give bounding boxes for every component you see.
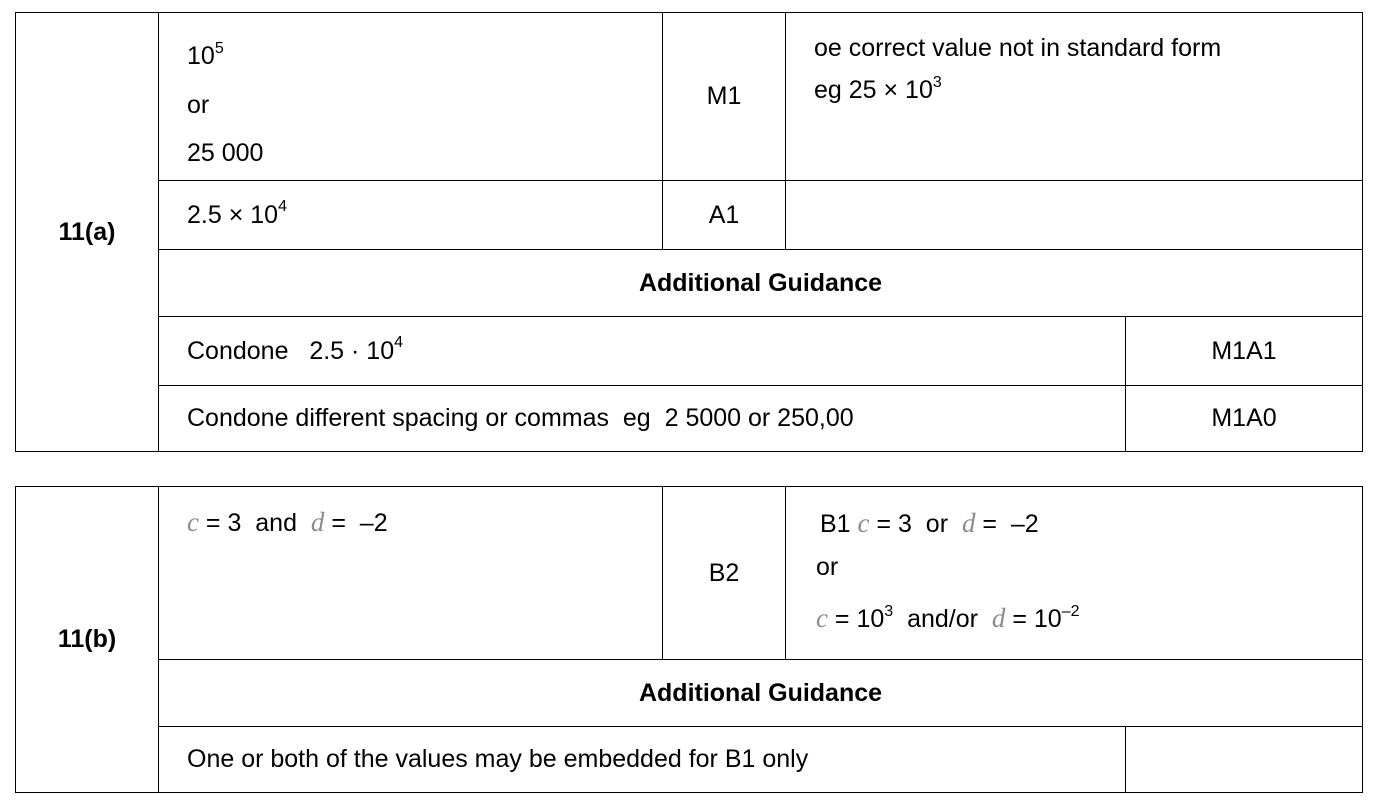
comment-line: $c = 10^3$ and/or $d = 10^{-2}$ — [816, 602, 1080, 633]
answer-cell — [159, 487, 663, 660]
question-number: 11(b) — [16, 487, 159, 793]
guidance-text: Condone different spacing or commas eg 2 5000 or 250,00 — [159, 386, 1126, 452]
mark-cell: B2 — [663, 487, 786, 660]
comment-line: or — [816, 553, 839, 581]
answer-line: $10^5$ — [187, 39, 224, 70]
guidance-mark: M1A0 — [1126, 386, 1363, 452]
comment-line: eg $25 \times 10^3$ — [814, 73, 942, 104]
answer-line: c = 3 and d = –2 — [187, 507, 388, 537]
guidance-text: One or both of the values may be embedded for B1 only — [159, 727, 1126, 793]
additional-guidance-heading: Additional Guidance — [159, 660, 1363, 727]
answer-cell — [159, 13, 663, 181]
answer-line: 25 000 — [187, 139, 264, 167]
mark-scheme-table-11a — [15, 12, 1363, 452]
additional-guidance-heading: Additional Guidance — [159, 250, 1363, 317]
mark-scheme-table-11b — [15, 486, 1363, 793]
guidance-mark — [1126, 727, 1363, 793]
comment-line: oe correct value not in standard form — [814, 34, 1222, 62]
mark-cell: M1 — [663, 13, 786, 181]
comment-cell — [786, 181, 1363, 250]
mark-cell: A1 — [663, 181, 786, 250]
answer-cell: $2.5 \times 10^4$ — [159, 181, 663, 250]
comment-cell — [786, 13, 1363, 181]
comment-cell — [786, 487, 1363, 660]
comment-line: B1 c = 3 or d = –2 — [820, 508, 1039, 538]
question-number: 11(a) — [16, 13, 159, 452]
guidance-mark: M1A1 — [1126, 317, 1363, 386]
guidance-text: Condone $2.5 \cdot 10^4$ — [159, 317, 1126, 386]
answer-line: or — [187, 91, 210, 119]
